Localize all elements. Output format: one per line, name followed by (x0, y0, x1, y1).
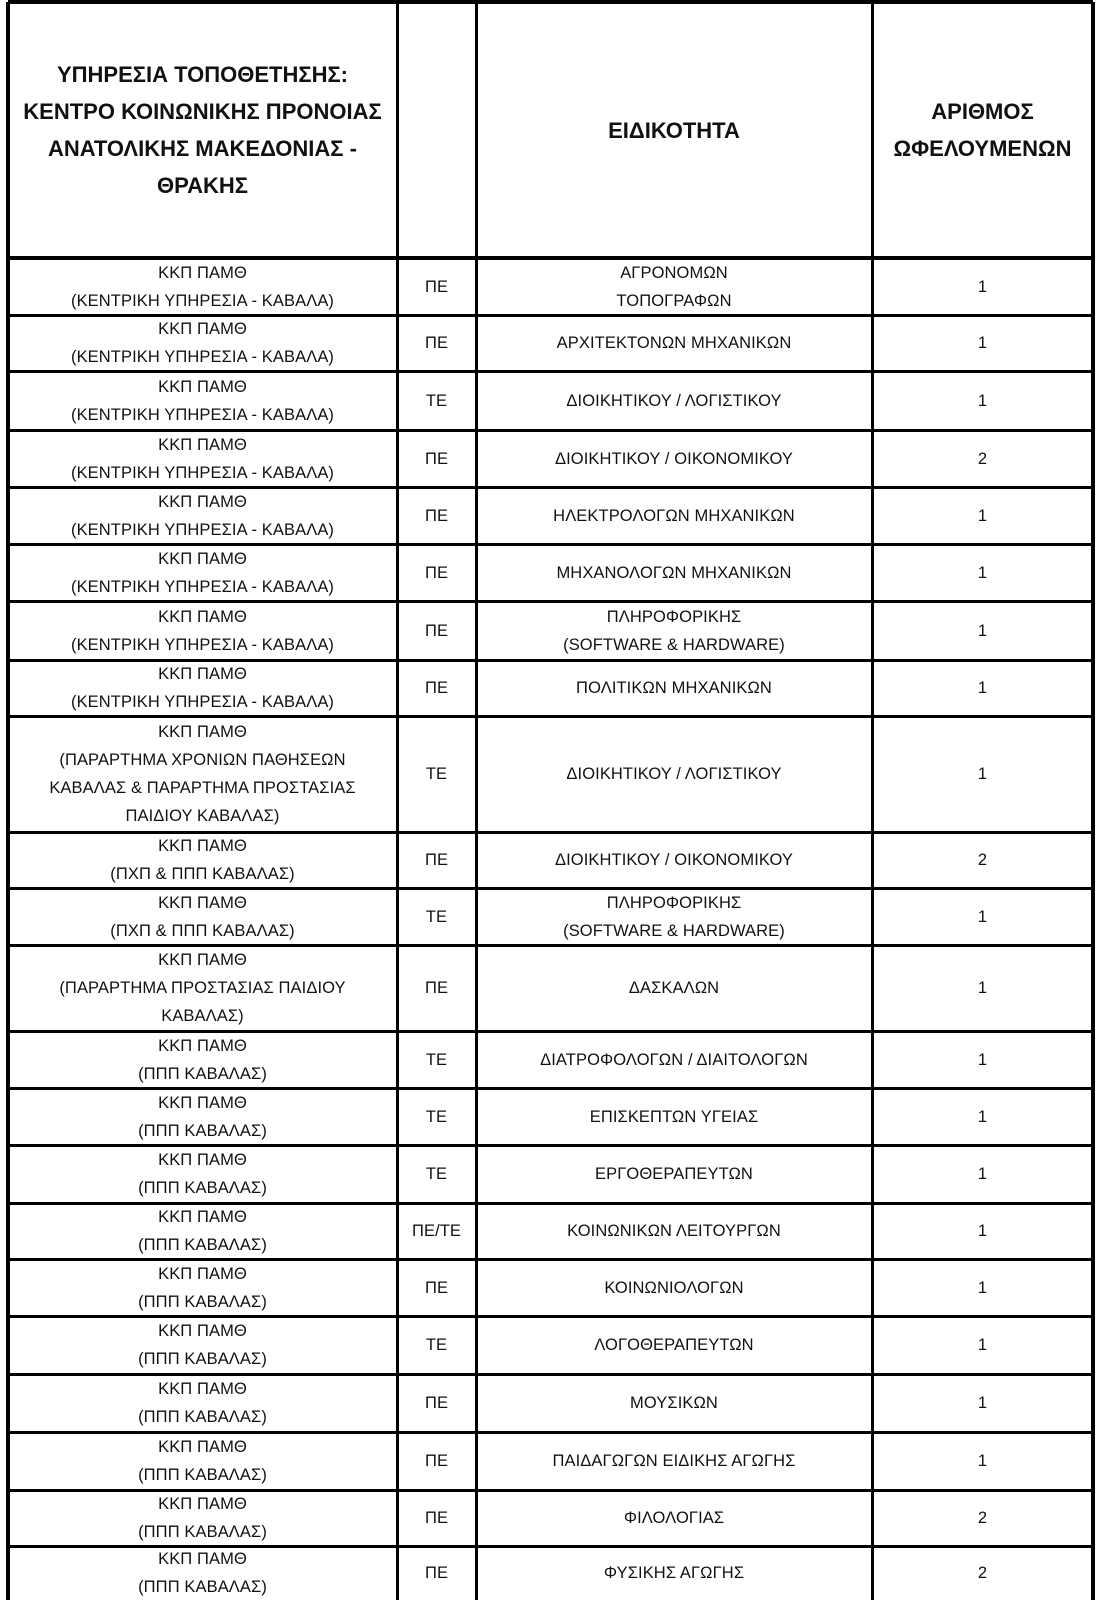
cell-text: ΠΕ (424, 851, 449, 869)
placement-cell (8, 371, 397, 430)
category-cell (397, 1203, 476, 1259)
beneficiaries-cell (872, 1145, 1093, 1203)
category-cell (397, 1031, 476, 1088)
table-horizontal-rule (8, 659, 1093, 662)
cell-text: ΠΕ (424, 1452, 449, 1470)
specialty-cell (476, 945, 872, 1031)
category-cell (397, 487, 476, 544)
table-horizontal-rule (8, 831, 1093, 834)
cell-text: ΦΥΣΙΚΗΣ ΑΓΩΓΗΣ (603, 1564, 745, 1582)
cell-text: ΚΚΠ ΠΑΜΘ (ΠΠΠ ΚΑΒΑΛΑΣ) (138, 1322, 267, 1368)
beneficiaries-cell (872, 1432, 1093, 1490)
cell-text: ΠΕ (424, 1509, 449, 1527)
specialty-cell (476, 430, 872, 487)
placement-cell (8, 945, 397, 1031)
beneficiaries-cell (872, 1316, 1093, 1374)
cell-text: 1 (977, 506, 988, 525)
beneficiaries-cell (872, 487, 1093, 544)
placement-cell (8, 716, 397, 832)
beneficiaries-cell (872, 371, 1093, 430)
cell-text: ΜΗΧΑΝΟΛΟΓΩΝ ΜΗΧΑΝΙΚΩΝ (556, 563, 792, 582)
cell-text: ΠΕ/ΤΕ (411, 1222, 462, 1240)
category-cell (397, 1088, 476, 1145)
table-vertical-rule (475, 2, 478, 1600)
cell-text: 1 (977, 1107, 988, 1126)
category-cell (397, 716, 476, 832)
beneficiaries-cell (872, 1203, 1093, 1259)
cell-text: 1 (977, 621, 988, 640)
cell-text: ΠΕ (424, 1564, 449, 1582)
cell-text: ΚΚΠ ΠΑΜΘ (ΠΠΠ ΚΑΒΑΛΑΣ) (138, 1093, 267, 1140)
cell-text: ΗΛΕΚΤΡΟΛΟΓΩΝ ΜΗΧΑΝΙΚΩΝ (553, 506, 795, 525)
placement-cell (8, 1259, 397, 1316)
specialty-cell (476, 1145, 872, 1203)
category-cell (397, 1432, 476, 1490)
category-cell (397, 544, 476, 601)
placement-cell (8, 430, 397, 487)
placement-cell (8, 1490, 397, 1546)
category-cell (397, 315, 476, 371)
cell-text: ΕΡΓΟΘΕΡΑΠΕΥΤΩΝ (595, 1165, 753, 1183)
specialty-cell (476, 371, 872, 430)
specialty-cell (476, 1031, 872, 1088)
cell-text: ΚΚΠ ΠΑΜΘ (ΚΕΝΤΡΙΚΗ ΥΠΗΡΕΣΙΑ - ΚΑΒΑΛΑ) (70, 492, 335, 539)
beneficiaries-cell (872, 1259, 1093, 1316)
placement-cell (8, 1145, 397, 1203)
placement-cell (8, 1088, 397, 1145)
table-horizontal-rule (8, 1373, 1093, 1376)
table-horizontal-rule (8, 1202, 1093, 1205)
cell-text: 1 (977, 1050, 988, 1069)
table-horizontal-rule (8, 543, 1093, 546)
cell-text: ΤΕ (425, 907, 448, 926)
cell-text: ΠΕ (424, 563, 449, 582)
cell-text: ΚΚΠ ΠΑΜΘ (ΠΠΠ ΚΑΒΑΛΑΣ) (138, 1380, 267, 1426)
placement-cell (8, 315, 397, 371)
specialty-cell (476, 544, 872, 601)
specialty-cell (476, 487, 872, 544)
cell-text: ΚΚΠ ΠΑΜΘ (ΠΧΠ & ΠΠΠ ΚΑΒΑΛΑΣ) (110, 837, 295, 883)
table-horizontal-rule (8, 1545, 1093, 1548)
cell-text: ΠΕ (424, 679, 449, 697)
specialty-cell (476, 1490, 872, 1546)
cell-text: ΚΚΠ ΠΑΜΘ (ΚΕΝΤΡΙΚΗ ΥΠΗΡΕΣΙΑ - ΚΑΒΑΛΑ) (70, 607, 335, 654)
cell-text: ΚΚΠ ΠΑΜΘ (ΚΕΝΤΡΙΚΗ ΥΠΗΡΕΣΙΑ - ΚΑΒΑΛΑ) (70, 263, 335, 310)
beneficiaries-cell (872, 430, 1093, 487)
table-horizontal-rule (8, 887, 1093, 890)
cell-text: 1 (977, 563, 988, 582)
table-horizontal-rule (8, 1087, 1093, 1090)
cell-text: 1 (977, 1278, 988, 1297)
cell-text: ΚΟΙΝΩΝΙΟΛΟΓΩΝ (604, 1278, 744, 1297)
category-cell (397, 1145, 476, 1203)
cell-text: ΚΚΠ ΠΑΜΘ (ΠΧΠ & ΠΠΠ ΚΑΒΑΛΑΣ) (110, 893, 295, 940)
category-cell (397, 1546, 476, 1600)
cell-text: 1 (977, 907, 988, 926)
beneficiaries-cell (872, 258, 1093, 315)
placement-cell (8, 1316, 397, 1374)
specialty-cell (476, 1203, 872, 1259)
beneficiaries-cell (872, 945, 1093, 1031)
beneficiaries-cell (872, 1546, 1093, 1600)
table-horizontal-rule (8, 429, 1093, 432)
placement-cell (8, 544, 397, 601)
cell-text: ΚΚΠ ΠΑΜΘ (ΚΕΝΤΡΙΚΗ ΥΠΗΡΕΣΙΑ - ΚΑΒΑΛΑ) (70, 549, 335, 596)
cell-text: 1 (977, 765, 988, 783)
cell-text: ΔΑΣΚΑΛΩΝ (628, 979, 720, 997)
category-cell (397, 601, 476, 660)
cell-text: ΚΚΠ ΠΑΜΘ (ΠΠΠ ΚΑΒΑΛΑΣ) (138, 1264, 267, 1311)
placement-cell (8, 1546, 397, 1600)
cell-text: ΚΚΠ ΠΑΜΘ (ΠΠΠ ΚΑΒΑΛΑΣ) (138, 1151, 267, 1197)
cell-text: ΚΚΠ ΠΑΜΘ (ΚΕΝΤΡΙΚΗ ΥΠΗΡΕΣΙΑ - ΚΑΒΑΛΑ) (70, 377, 335, 424)
beneficiaries-cell (872, 544, 1093, 601)
placement-cell (8, 1203, 397, 1259)
cell-text: 1 (977, 1336, 988, 1354)
category-cell (397, 1374, 476, 1432)
cell-text: ΚΚΠ ΠΑΜΘ (ΠΠΠ ΚΑΒΑΛΑΣ) (138, 1036, 267, 1083)
category-cell (397, 945, 476, 1031)
cell-text: ΦΙΛΟΛΟΓΙΑΣ (623, 1509, 725, 1527)
table-vertical-rule (1091, 2, 1095, 1600)
category-cell (397, 1316, 476, 1374)
category-cell (397, 1490, 476, 1546)
beneficiaries-cell (872, 601, 1093, 660)
cell-text: ΔΙΟΙΚΗΤΙΚΟΥ / ΟΙΚΟΝΟΜΙΚΟΥ (554, 449, 793, 468)
cell-text: ΠΑΙΔΑΓΩΓΩΝ ΕΙΔΙΚΗΣ ΑΓΩΓΗΣ (552, 1452, 796, 1470)
specialty-cell (476, 888, 872, 945)
table-horizontal-rule (8, 600, 1093, 603)
beneficiaries-cell (872, 716, 1093, 832)
cell-text: ΔΙΟΙΚΗΤΙΚΟΥ / ΟΙΚΟΝΟΜΙΚΟΥ (554, 851, 793, 869)
cell-text: ΚΚΠ ΠΑΜΘ (ΠΑΡΑΡΤΗΜΑ ΧΡΟΝΙΩΝ ΠΑΘΗΣΕΩΝ ΚΑΒΑΛΑΣ & ΠΑΡΑΡΤΗΜΑ ΠΡΟΣΤΑΣΙΑΣ ΠΑΙΔΙΟΥ ΚΑΒΑΛΑΣ) (49, 723, 356, 825)
cell-text: 2 (977, 449, 988, 468)
cell-text: ΚΚΠ ΠΑΜΘ (ΚΕΝΤΡΙΚΗ ΥΠΗΡΕΣΙΑ - ΚΑΒΑΛΑ) (70, 320, 335, 366)
cell-text: ΚΟΙΝΩΝΙΚΩΝ ΛΕΙΤΟΥΡΓΩΝ (567, 1222, 781, 1240)
header-text: ΥΠΗΡΕΣΙΑ ΤΟΠΟΘΕΤΗΣΗΣ: ΚΕΝΤΡΟ ΚΟΙΝΩΝΙΚΗΣ ΠΡΟΝΟΙΑΣ ΑΝΑΤΟΛΙΚΗΣ ΜΑΚΕΔΟΝΙΑΣ - ΘΡΑΚΗΣ (23, 62, 382, 198)
table-horizontal-rule (8, 715, 1093, 718)
cell-text: ΔΙΟΙΚΗΤΙΚΟΥ / ΛΟΓΙΣΤΙΚΟΥ (566, 765, 782, 783)
placement-cell (8, 258, 397, 315)
table-horizontal-rule (8, 314, 1093, 317)
cell-text: ΤΕ (425, 1107, 448, 1126)
table-horizontal-rule (8, 1144, 1093, 1147)
header-beneficiaries-cell (872, 2, 1093, 258)
table-horizontal-rule (8, 1431, 1093, 1434)
table-vertical-rule (871, 2, 874, 1600)
beneficiaries-cell (872, 888, 1093, 945)
header-text: ΕΙΔΙΚΟΤΗΤΑ (608, 117, 740, 143)
placement-cell (8, 1374, 397, 1432)
cell-text: ΤΕ (425, 1336, 448, 1354)
cell-text: ΛΟΓΟΘΕΡΑΠΕΥΤΩΝ (594, 1336, 754, 1354)
cell-text: 1 (977, 1394, 988, 1412)
specialty-cell (476, 832, 872, 888)
cell-text: 1 (977, 1452, 988, 1470)
placement-cell (8, 832, 397, 888)
specialty-cell (476, 1088, 872, 1145)
table-horizontal-rule (8, 486, 1093, 489)
table-horizontal-rule (8, 0, 1093, 4)
cell-text: ΚΚΠ ΠΑΜΘ (ΠΑΡΑΡΤΗΜΑ ΠΡΟΣΤΑΣΙΑΣ ΠΑΙΔΙΟΥ ΚΑΒΑΛΑΣ) (59, 951, 346, 1025)
cell-text: ΠΕ (424, 506, 449, 525)
cell-text: ΤΕ (425, 1050, 448, 1069)
cell-text: ΚΚΠ ΠΑΜΘ (ΠΠΠ ΚΑΒΑΛΑΣ) (138, 1208, 267, 1254)
specialty-cell (476, 716, 872, 832)
category-cell (397, 258, 476, 315)
specialty-cell (476, 315, 872, 371)
category-cell (397, 430, 476, 487)
cell-text: ΚΚΠ ΠΑΜΘ (ΚΕΝΤΡΙΚΗ ΥΠΗΡΕΣΙΑ - ΚΑΒΑΛΑ) (70, 435, 335, 482)
placement-cell (8, 1432, 397, 1490)
beneficiaries-cell (872, 832, 1093, 888)
cell-text: ΔΙΟΙΚΗΤΙΚΟΥ / ΛΟΓΙΣΤΙΚΟΥ (566, 391, 782, 410)
specialty-cell (476, 1432, 872, 1490)
cell-text: 1 (977, 391, 988, 410)
category-cell (397, 888, 476, 945)
specialty-cell (476, 601, 872, 660)
cell-text: ΠΕ (424, 1394, 449, 1412)
cell-text: ΚΚΠ ΠΑΜΘ (ΠΠΠ ΚΑΒΑΛΑΣ) (138, 1438, 267, 1484)
cell-text: 2 (977, 1509, 988, 1527)
table-horizontal-rule (8, 370, 1093, 373)
cell-text: ΑΡΧΙΤΕΚΤΟΝΩΝ ΜΗΧΑΝΙΚΩΝ (556, 334, 792, 352)
cell-text: 1 (977, 979, 988, 997)
beneficiaries-cell (872, 1374, 1093, 1432)
cell-text: ΔΙΑΤΡΟΦΟΛΟΓΩΝ / ΔΙΑΙΤΟΛΟΓΩΝ (540, 1050, 808, 1069)
cell-text: ΠΕ (424, 449, 449, 468)
placement-cell (8, 1031, 397, 1088)
cell-text: 1 (977, 277, 988, 296)
table-horizontal-rule (8, 256, 1093, 260)
table-horizontal-rule (8, 1489, 1093, 1492)
header-text: ΑΡΙΘΜΟΣ ΩΦΕΛΟΥΜΕΝΩΝ (893, 99, 1072, 161)
cell-text: 2 (977, 1564, 988, 1582)
table-horizontal-rule (8, 1258, 1093, 1261)
category-cell (397, 371, 476, 430)
cell-text: ΤΕ (425, 1165, 448, 1183)
category-cell (397, 660, 476, 716)
specialty-cell (476, 1374, 872, 1432)
cell-text: ΚΚΠ ΠΑΜΘ (ΚΕΝΤΡΙΚΗ ΥΠΗΡΕΣΙΑ - ΚΑΒΑΛΑ) (70, 665, 335, 711)
placement-cell (8, 487, 397, 544)
cell-text: ΠΕ (424, 277, 449, 296)
cell-text: ΠΕ (424, 979, 449, 997)
specialty-cell (476, 1316, 872, 1374)
cell-text: 1 (977, 334, 988, 352)
beneficiaries-cell (872, 1088, 1093, 1145)
table-horizontal-rule (8, 1030, 1093, 1033)
placement-cell (8, 601, 397, 660)
cell-text: 1 (977, 1222, 988, 1240)
placement-cell (8, 660, 397, 716)
specialty-cell (476, 1259, 872, 1316)
table-horizontal-rule (8, 1315, 1093, 1318)
cell-text: ΠΕ (424, 334, 449, 352)
cell-text: ΠΕ (424, 1278, 449, 1297)
specialty-cell (476, 1546, 872, 1600)
cell-text: ΠΛΗΡΟΦΟΡΙΚΗΣ (SOFTWARE & HARDWARE) (563, 607, 785, 654)
beneficiaries-cell (872, 315, 1093, 371)
cell-text: ΤΕ (425, 391, 448, 410)
category-cell (397, 1259, 476, 1316)
cell-text: ΚΚΠ ΠΑΜΘ (ΠΠΠ ΚΑΒΑΛΑΣ) (138, 1550, 267, 1596)
header-category-cell (397, 2, 476, 258)
cell-text: ΤΕ (425, 765, 448, 783)
table-vertical-rule (396, 2, 399, 1600)
beneficiaries-cell (872, 1490, 1093, 1546)
table-vertical-rule (6, 2, 10, 1600)
beneficiaries-cell (872, 660, 1093, 716)
cell-text: 1 (977, 679, 988, 697)
beneficiaries-cell (872, 1031, 1093, 1088)
placement-cell (8, 888, 397, 945)
header-placement-cell (8, 2, 397, 258)
cell-text: ΜΟΥΣΙΚΩΝ (630, 1394, 718, 1412)
cell-text: ΠΟΛΙΤΙΚΩΝ ΜΗΧΑΝΙΚΩΝ (576, 679, 772, 697)
cell-text: ΚΚΠ ΠΑΜΘ (ΠΠΠ ΚΑΒΑΛΑΣ) (138, 1495, 267, 1541)
specialty-cell (476, 660, 872, 716)
header-specialty-cell (476, 2, 872, 258)
category-cell (397, 832, 476, 888)
cell-text: ΠΕ (424, 621, 449, 640)
cell-text: ΕΠΙΣΚΕΠΤΩΝ ΥΓΕΙΑΣ (589, 1107, 759, 1126)
cell-text: ΠΛΗΡΟΦΟΡΙΚΗΣ (SOFTWARE & HARDWARE) (563, 893, 785, 940)
cell-text: 1 (977, 1165, 988, 1183)
table-horizontal-rule (8, 944, 1093, 947)
specialty-cell (476, 258, 872, 315)
cell-text: 2 (977, 851, 988, 869)
cell-text: ΑΓΡΟΝΟΜΩΝ ΤΟΠΟΓΡΑΦΩΝ (616, 263, 732, 310)
